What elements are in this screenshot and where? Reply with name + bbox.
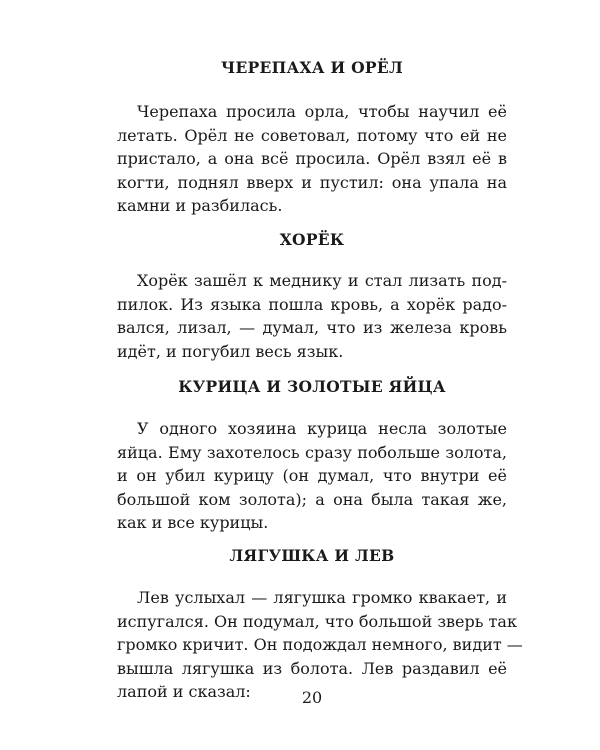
story-turtle-and-eagle (117, 58, 507, 218)
text-line: и он убил курицу (он думал, что внутри её (117, 466, 507, 486)
text-line: летать. Орёл не советовал, потому что ей не (117, 125, 507, 145)
text-line: камни и разбилась. (117, 196, 283, 216)
book-page (117, 0, 523, 750)
text-line: пристало, а она всё просила. Орёл взял её в (117, 149, 507, 169)
text-line: пилок. Из языка пошла кровь, а хорёк радо- (117, 294, 507, 314)
text-line: лапой и сказал: (117, 682, 251, 702)
text-line: идёт, и погубил весь язык. (117, 341, 344, 361)
text-line: большой ком золота); а она была такая же, (117, 489, 507, 509)
story-title: КУРИЦА И ЗОЛОТЫЕ ЯЙЦА (178, 377, 446, 396)
text-line: Черепаха просила орла, чтобы научил её (137, 102, 507, 121)
story-hen-and-golden-eggs (117, 377, 507, 535)
text-line: У одного хозяина курица несла золотые (137, 419, 507, 438)
story-title: ЛЯГУШКА И ЛЕВ (229, 546, 395, 565)
text-line: как и все курицы. (117, 513, 269, 533)
story-frog-and-lion (117, 546, 523, 704)
text-line: вался, лизал, — думал, что из железа кровь (117, 318, 507, 338)
text-line: испугался. Он подумал, что большой зверь так (117, 611, 517, 631)
story-title: ХОРЁК (279, 230, 345, 249)
story-text (117, 100, 507, 218)
text-line: когти, поднял вверх и пустил: она упала на (117, 172, 507, 192)
story-ferret (117, 230, 507, 363)
story-text (117, 586, 523, 704)
page-number: 20 (301, 688, 323, 707)
text-line: вышла лягушка из болота. Лев раздавил её (117, 658, 507, 678)
text-line: Хорёк зашёл к меднику и стал лизать под- (137, 271, 507, 290)
text-line: яйца. Ему захотелось сразу побольше золота, (117, 442, 507, 462)
story-text (117, 417, 507, 535)
text-line: громко кричит. Он подождал немного, видит — (117, 635, 523, 655)
story-title: ЧЕРЕПАХА И ОРЁЛ (221, 58, 403, 77)
story-text (117, 269, 507, 363)
text-line: Лев услыхал — лягушка громко квакает, и (137, 588, 507, 607)
